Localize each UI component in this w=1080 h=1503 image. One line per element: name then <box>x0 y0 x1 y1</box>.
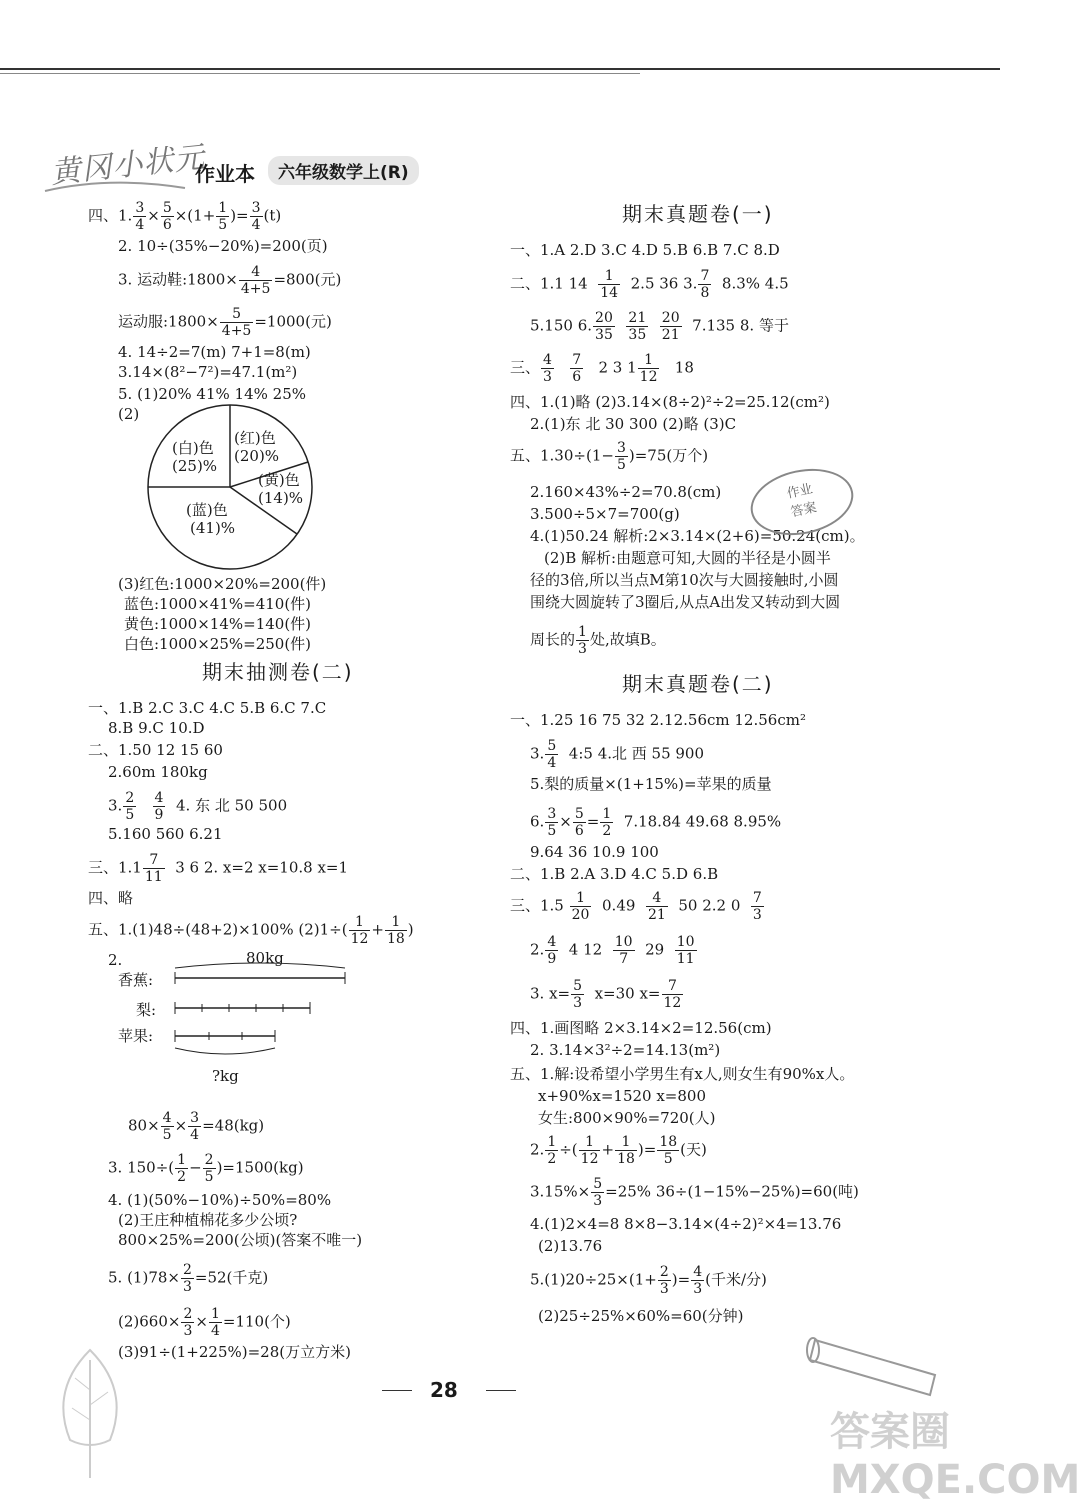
brand-logo: 黄冈小状元 <box>48 139 207 191</box>
book-title: 作业本 <box>195 162 255 186</box>
answer-line: 3. 150÷( $\frac{1}{2}$ − $\frac{2}{5}$ )=1500(kg) <box>108 1152 304 1185</box>
answer-line: 5. (1)78× $\frac{2}{3}$ =52(千克) <box>108 1262 269 1295</box>
answer-line: 3.15%× $\frac{5}{3}$ =25% 36÷(1−15%−25%)=60(吨) <box>530 1176 859 1209</box>
answer-line: 周长的 $\frac{1}{3}$ 处,故填B。 <box>530 624 666 657</box>
answer-line: (2)660× $\frac{2}{3}$ × $\frac{1}{4}$ =110(个) <box>118 1306 291 1339</box>
pie-value-white: (25)% <box>172 457 218 475</box>
answer-line: 5. (1)20% 41% 14% 25% <box>118 385 306 403</box>
diagram-question: ?kg <box>212 1067 239 1085</box>
answer-line: 3. x= $\frac{5}{3}$ x=30 x= $\frac{7}{12}$ <box>530 978 682 1011</box>
answer-line: (2)B 解析:由题意可知,大圆的半径是小圆半 <box>544 549 831 567</box>
telescope-icon <box>805 1320 955 1400</box>
pie-label-red: (红)色 <box>234 429 276 447</box>
answer-line: 五、1.(1)48÷(48+2)×100% (2)1÷( $\frac{1}{12}$ + $\frac{1}{18}$ ) <box>88 914 414 947</box>
diagram-label-pear: 梨: <box>136 1001 157 1019</box>
line-segment-diagram <box>170 956 350 1066</box>
answer-line: 2. $\frac{4}{9}$ 4 12 $\frac{10}{7}$ 29 $\frac{10}{11}$ <box>530 934 695 967</box>
answer-line: (3)红色:1000×20%=200(件) <box>118 575 327 593</box>
answer-line: 三、 $\frac{4}{3}$ $\frac{7}{6}$ 2 3 1 $\frac{1}{12}$ 18 <box>510 352 694 385</box>
answer-line: 四、1. $\frac{3}{4}$ × $\frac{5}{6}$ ×(1+ $\frac{1}{5}$ )= $\frac{3}{4}$ (t) <box>88 200 282 233</box>
page-number: 28 <box>430 1378 458 1402</box>
answer-line: 四、1.画图略 2×3.14×2=12.56(cm) <box>510 1019 772 1037</box>
answer-line: 一、1.B 2.C 3.C 4.C 5.B 6.C 7.C <box>88 699 327 717</box>
diagram-total: 80kg <box>246 949 284 967</box>
answer-line: 9.64 36 10.9 100 <box>530 843 659 861</box>
answer-line: x+90%x=1520 x=800 <box>538 1087 706 1105</box>
page-number-rule-right <box>486 1390 516 1391</box>
pie-label-blue: (蓝)色 <box>186 501 228 519</box>
answer-line: 4.(1)2×4=8 8×8−3.14×(4÷2)²×4=13.76 <box>530 1215 842 1233</box>
answer-line: 三、1.1 $\frac{7}{11}$ 3 6 2. x=2 x=10.8 x=1 <box>88 852 349 885</box>
answer-line: 2. 10÷(35%−20%)=200(页) <box>118 237 328 255</box>
answer-line: 8.B 9.C 10.D <box>108 719 205 737</box>
answer-line: 四、1.(1)略 (2)3.14×(8÷2)²÷2=25.12(cm²) <box>510 393 830 411</box>
stamp: 作业 答案 <box>744 460 859 544</box>
section-title: 期末真题卷(一) <box>622 202 774 226</box>
pie-label-white: (白)色 <box>172 439 214 457</box>
answer-line: 五、1.解:设希望小学男生有x人,则女生有90%x人。 <box>510 1065 855 1083</box>
answer-line: 2.(1)东 北 30 300 (2)略 (3)C <box>530 415 737 433</box>
grade-badge: 六年级数学上(R) <box>268 156 419 185</box>
pie-value-yellow: (14)% <box>258 489 304 507</box>
page-number-rule-left <box>382 1390 412 1391</box>
answer-line: 黄色:1000×14%=140(件) <box>124 615 312 633</box>
tree-icon <box>30 1330 150 1480</box>
left-column <box>0 0 480 1495</box>
pie-value-blue: (41)% <box>190 519 236 537</box>
answer-line: 2.60m 180kg <box>108 763 208 781</box>
answer-line: 5.(1)20÷25×(1+ $\frac{2}{3}$ )= $\frac{4}{3}$ (千米/分) <box>530 1264 767 1297</box>
answer-line: 三、1.5 $\frac{1}{20}$ 0.49 $\frac{4}{21}$ 50 2.2 0 $\frac{7}{3}$ <box>510 890 762 923</box>
section-title: 期末真题卷(二) <box>622 672 774 696</box>
answer-line: 3.500÷5×7=700(g) <box>530 505 680 523</box>
answer-line: 5.160 560 6.21 <box>108 825 223 843</box>
answer-line: 一、1.25 16 75 32 2.12.56cm 12.56cm² <box>510 711 806 729</box>
answer-line: 围绕大圆旋转了3圈后,从点A出发又转动到大圆 <box>530 593 841 611</box>
answer-line: 蓝色:1000×41%=410(件) <box>124 595 312 613</box>
answer-line: 6. $\frac{3}{5}$ × $\frac{5}{6}$ = $\frac{1}{2}$ 7.18.84 49.68 8.95% <box>530 806 782 839</box>
diagram-label-banana: 香蕉: <box>118 971 154 989</box>
answer-line: 3. $\frac{5}{4}$ 4:5 4.北 西 55 900 <box>530 738 705 771</box>
answer-line: 一、1.A 2.D 3.C 4.D 5.B 6.B 7.C 8.D <box>510 241 780 259</box>
answer-line: 2. <box>108 951 123 969</box>
answer-line: 2.160×43%÷2=70.8(cm) <box>530 483 722 501</box>
right-column <box>480 0 1000 1495</box>
answer-line: 3.14×(8²−7²)=47.1(m²) <box>118 363 298 381</box>
pie-value-red: (20)% <box>234 447 280 465</box>
answer-line: 二、1.50 12 15 60 <box>88 741 223 759</box>
answer-line: 四、略 <box>88 889 134 907</box>
answer-line: (3)91÷(1+225%)=28(万立方米) <box>118 1343 351 1361</box>
answer-line: 2. 3.14×3²÷2=14.13(m²) <box>530 1041 721 1059</box>
answer-line: 运动服:1800× $\frac{5}{4+5}$ =1000(元) <box>118 306 332 339</box>
answer-line: (2)25÷25%×60%=60(分钟) <box>538 1307 744 1325</box>
answer-line: 4. (1)(50%−10%)÷50%=80% <box>108 1191 332 1209</box>
answer-line: 五、1.30÷(1− $\frac{3}{5}$ )=75(万个) <box>510 440 709 473</box>
answer-line: 女生:800×90%=720(人) <box>538 1109 716 1127</box>
answer-line: (2)王庄种植棉花多少公顷? <box>118 1211 298 1229</box>
watermark: 答案圈 MXQE.COM <box>830 1409 1080 1503</box>
diagram-label-apple: 苹果: <box>118 1027 154 1045</box>
pie-label-yellow: (黄)色 <box>258 471 300 489</box>
answer-line: 径的3倍,所以当点M第10次与大圆接触时,小圆 <box>530 571 839 589</box>
answer-line: 3. $\frac{2}{5}$ $\frac{4}{9}$ 4. 东 北 50 500 <box>108 790 288 823</box>
answer-line: 4. 14÷2=7(m) 7+1=8(m) <box>118 343 311 361</box>
section-title: 期末抽测卷(二) <box>202 660 354 684</box>
answer-line: (2)13.76 <box>538 1237 603 1255</box>
answer-line: 80× $\frac{4}{5}$ × $\frac{3}{4}$ =48(kg) <box>128 1110 265 1143</box>
answer-line: 800×25%=200(公顷)(答案不唯一) <box>118 1231 363 1249</box>
answer-line: 5.梨的质量×(1+15%)=苹果的质量 <box>530 775 772 793</box>
answer-line: 2. $\frac{1}{2}$ ÷( $\frac{1}{12}$ + $\frac{1}{18}$ )= $\frac{18}{5}$ (天) <box>530 1134 707 1167</box>
answer-line: 5.150 6. $\frac{20}{35}$ $\frac{21}{35}$ $\frac{20}{21}$ 7.135 8. 等于 <box>530 310 789 343</box>
answer-line: (2) <box>118 405 140 423</box>
answer-line: 3. 运动鞋:1800× $\frac{4}{4+5}$ =800(元) <box>118 264 342 297</box>
answer-line: 二、1.B 2.A 3.D 4.C 5.D 6.B <box>510 865 719 883</box>
answer-line: 二、1.1 14 $\frac{1}{14}$ 2.5 36 3. $\frac{7}{8}$ 8.3% 4.5 <box>510 268 789 301</box>
answer-line: 白色:1000×25%=250(件) <box>124 635 312 653</box>
answer-line: 4.(1)50.24 解析:2×3.14×(2+6)=50.24(cm)。 <box>530 527 865 545</box>
